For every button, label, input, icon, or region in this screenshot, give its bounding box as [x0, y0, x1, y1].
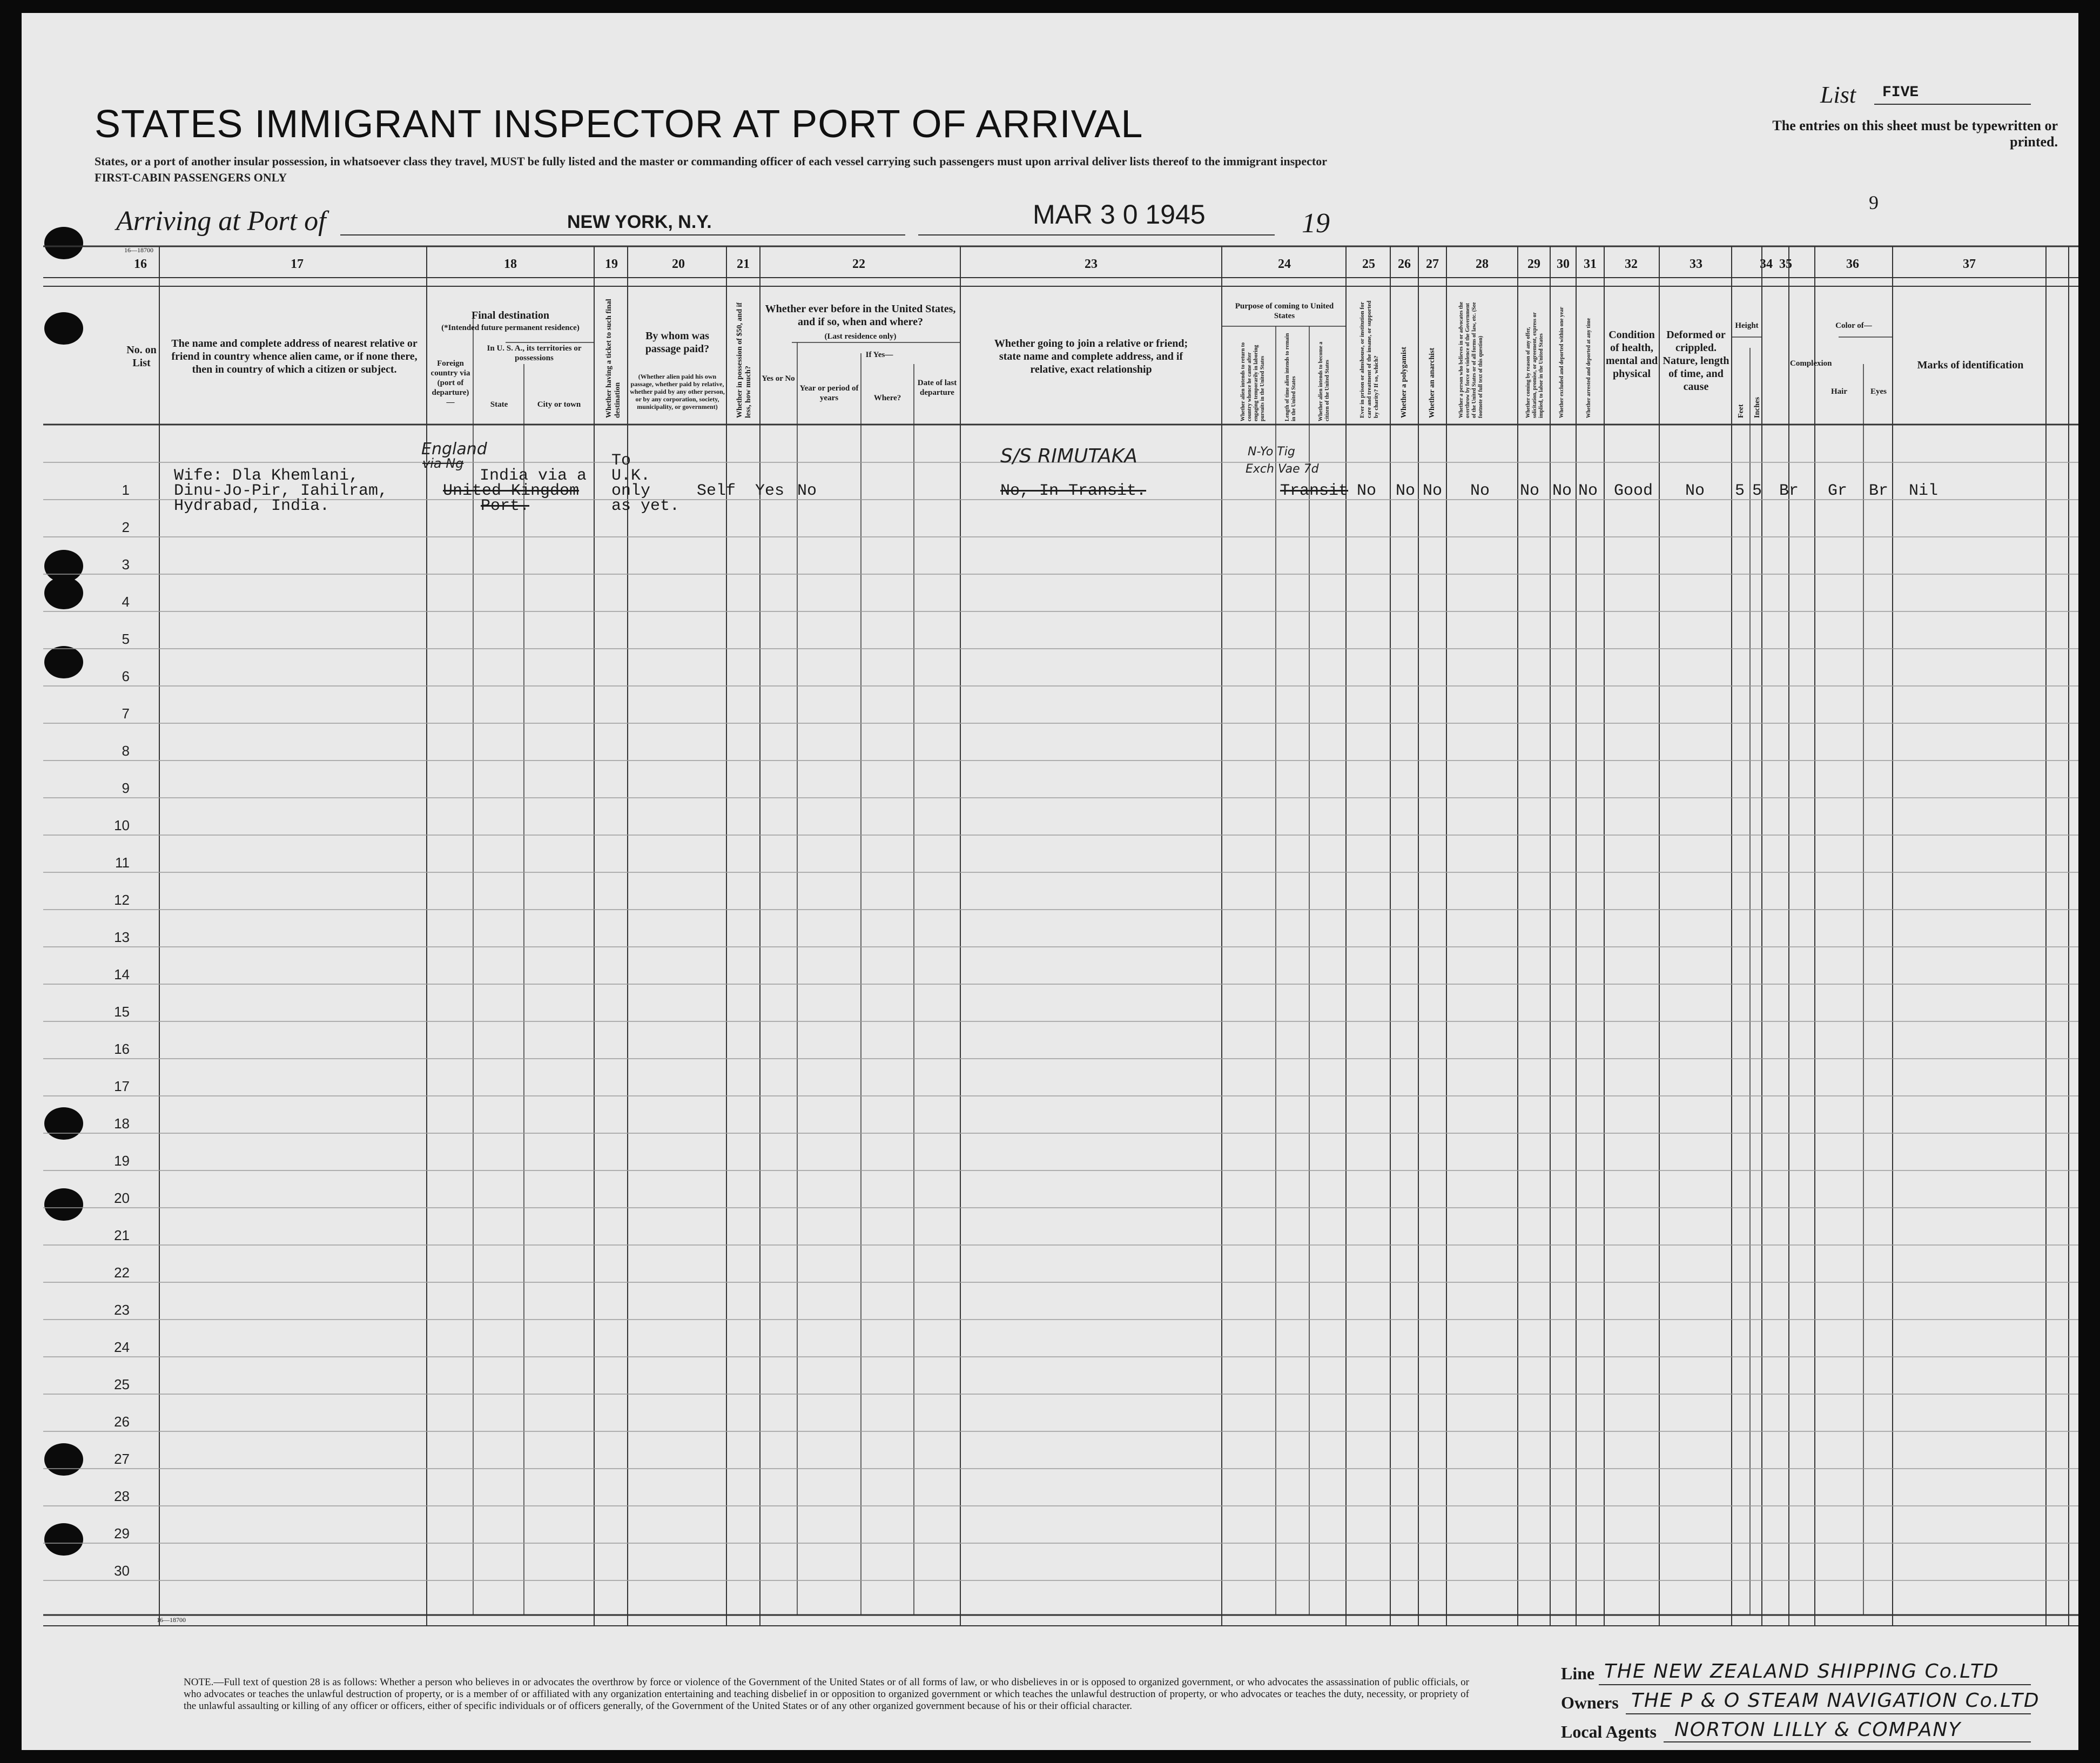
header-purpose-citizen: Whether alien intends to become a citizen of the United States: [1318, 341, 1330, 421]
form-title: STATES IMMIGRANT INSPECTOR AT PORT OF ARRIVAL: [95, 103, 1143, 146]
purpose-handwritten-1: N-Yo Tig: [1248, 445, 1295, 459]
year-prefix: 19: [1302, 208, 1330, 239]
cell-inches: 5: [1752, 482, 1762, 500]
row-number: 12: [114, 892, 130, 908]
purpose-handwritten-2: Exch Vae 7d: [1246, 462, 1319, 476]
header-foreign-country: Foreign country via (port of departure)—: [430, 359, 470, 407]
form-grid: [22, 13, 2078, 1750]
header-if-yes: If Yes—: [865, 351, 893, 359]
header-year: Year or period of years: [799, 384, 859, 402]
col-num-24: 24: [1278, 257, 1291, 271]
header-passage: By whom was passage paid?: [645, 330, 710, 355]
header-city: City or town: [537, 400, 581, 409]
header-passage-note: (Whether alien paid his own passage, whether paid by relative, whether paid by any other person, or by any corporation, society, municipality, or government): [630, 373, 725, 411]
row-number: 15: [114, 1004, 130, 1020]
owners-underline: [1626, 1713, 2031, 1714]
cell-feet: 5: [1735, 482, 1745, 500]
col-num-20: 20: [672, 257, 685, 271]
col-num-26: 26: [1398, 257, 1411, 271]
header-before-in-us: Whether ever before in the United States, and if so, when and where?: [765, 303, 956, 328]
row-number: 24: [114, 1339, 130, 1355]
row-number: 20: [114, 1190, 130, 1206]
header-deformed: Deformed or crippled. Nature, length of time, and cause: [1662, 329, 1729, 393]
agents-value: NORTON LILLY & COMPANY: [1674, 1719, 1962, 1741]
relative-line2: Dinu-Jo-Pir, Iahilram,: [174, 482, 388, 500]
row-number: 21: [114, 1227, 130, 1243]
row-number: 5: [122, 631, 130, 647]
list-value: FIVE: [1882, 84, 1919, 101]
header-yes-no: Yes or No: [762, 374, 795, 383]
row-number: 14: [114, 966, 130, 983]
row-number: 11: [115, 854, 130, 871]
header-height: Height: [1735, 321, 1759, 330]
dest-handwritten-2: via Ng: [422, 456, 464, 471]
col-num-31: 31: [1584, 257, 1597, 271]
col-num-19: 19: [605, 257, 618, 271]
header-ticket: Whether having a ticket to such final destination: [605, 299, 622, 418]
row-number: 17: [114, 1078, 130, 1094]
row-number: 30: [114, 1563, 130, 1579]
cell-25: No: [1357, 482, 1377, 500]
manifest-sheet: [22, 13, 2078, 1750]
col-num-17: 17: [291, 257, 304, 271]
arriving-label: Arriving at Port of: [116, 206, 326, 237]
cell-eyes: Br: [1869, 482, 1889, 500]
col-num-35: 35: [1779, 257, 1792, 271]
row-number: 7: [122, 705, 130, 722]
header-purpose-return: Whether alien intends to return to country whence he came after engaging temporarily in laboring pursuits in the United States: [1240, 342, 1266, 421]
col-num-33: 33: [1690, 257, 1702, 271]
header-polygamist: Whether a polygamist: [1400, 347, 1408, 418]
row-number: 19: [114, 1153, 130, 1169]
ticket-line2: U.K.: [611, 467, 651, 485]
relative-line1: Wife: Dla Khemlani,: [174, 467, 359, 485]
header-hair: Hair: [1831, 387, 1847, 396]
header-purpose-length: Length of time alien intends to remain in the United States: [1284, 333, 1297, 421]
row-number: 25: [114, 1376, 130, 1392]
header-eyes: Eyes: [1870, 387, 1887, 396]
list-label: List: [1820, 82, 1856, 108]
owners-label: Owners: [1561, 1693, 1619, 1712]
col-num-16: 16: [134, 257, 147, 271]
agents-underline: [1664, 1741, 2031, 1742]
row-number: 6: [122, 668, 130, 684]
port-value: NEW YORK, N.Y.: [567, 212, 712, 232]
join-typed: No, In Transit.: [1000, 482, 1147, 500]
purpose-typed: Transit: [1280, 482, 1349, 500]
ticket-line4: as yet.: [611, 497, 680, 515]
page-number: 9: [1869, 192, 1879, 213]
relative-line3: Hydrabad, India.: [174, 497, 330, 515]
header-inches: Inches: [1753, 397, 1761, 418]
cell-hair: Gr: [1828, 482, 1848, 500]
cell-31: No: [1578, 482, 1598, 500]
row-number: 27: [114, 1451, 130, 1467]
col-num-22: 22: [852, 257, 865, 271]
line-value: THE NEW ZEALAND SHIPPING Co.LTD: [1604, 1660, 2000, 1683]
header-overthrow: Whether a person who believes in or advocates the overthrow by force or violence of the Government of the United States or of all forms of law, etc. (See footnote of full text of this question): [1458, 301, 1484, 418]
row-number: 3: [122, 556, 130, 573]
row-number: 28: [114, 1488, 130, 1504]
row-number: 23: [114, 1302, 130, 1318]
header-relative-address: The name and complete address of nearest relative or friend in country whence alien came, or if none there, then in country of which a citizen or subject.: [171, 338, 418, 375]
cell-27: No: [1423, 482, 1443, 500]
header-money: Whether in possession of $50, and if less, how much?: [736, 302, 752, 418]
header-feet: Feet: [1737, 404, 1745, 418]
col-num-25: 25: [1362, 257, 1375, 271]
before-in-us: No: [797, 482, 817, 500]
form-class: FIRST-CABIN PASSENGERS ONLY: [95, 171, 287, 184]
ticket-line3: only: [611, 482, 651, 500]
row-number: 9: [122, 780, 130, 796]
header-prison: Ever in prison or almshouse, or institution for care and treatment of the insane, or supported by charity? If so, which?: [1359, 300, 1379, 418]
passage-paid: Self: [697, 482, 736, 500]
cell-29: No: [1520, 482, 1540, 500]
header-health: Condition of health, mental and physical: [1605, 329, 1658, 380]
col-num-29: 29: [1527, 257, 1540, 271]
header-excluded: Whether excluded and deported within one year: [1559, 307, 1565, 418]
cell-complexion: Br: [1779, 482, 1799, 500]
header-color-of: Color of—: [1835, 321, 1872, 330]
header-final-destination-sub: (*Intended future permanent residence): [441, 324, 580, 332]
cell-deformed: No: [1685, 482, 1705, 500]
col-num-21: 21: [737, 257, 750, 271]
money-50: Yes: [755, 482, 785, 500]
header-final-destination: Final destination: [472, 309, 549, 321]
row-number: 18: [114, 1115, 130, 1132]
header-arrested: Whether arrested and deported at any time: [1586, 318, 1592, 418]
col-num-36: 36: [1846, 257, 1859, 271]
header-labor-offer: Whether coming by reason of any offer, solicitation, promise, or agreement, express or implied, to labor in the United States: [1525, 312, 1544, 418]
row-number: 1: [122, 482, 130, 498]
col-num-27: 27: [1426, 257, 1439, 271]
owners-value: THE P & O STEAM NAVIGATION Co.LTD: [1631, 1690, 2040, 1712]
col-num-30: 30: [1557, 257, 1570, 271]
header-complexion: Complexion: [1790, 359, 1832, 368]
dest-line1: India via a: [480, 467, 587, 485]
line-underline: [1599, 1684, 2031, 1685]
join-handwritten: S/S RIMUTAKA: [1000, 445, 1138, 467]
form-code-bottom: 16—18700: [157, 1616, 186, 1624]
agents-label: Local Agents: [1561, 1722, 1657, 1741]
header-marks: Marks of identification: [1917, 359, 2024, 371]
date-stamp: MAR 3 0 1945: [1033, 199, 1206, 230]
header-purpose: Purpose of coming to United States: [1235, 302, 1334, 320]
col-num-28: 28: [1476, 257, 1489, 271]
header-join-relative: Whether going to join a relative or friend; state name and complete address, and if relative, exact relationship: [994, 338, 1188, 375]
header-where: Where?: [873, 394, 901, 402]
col-num-37: 37: [1963, 257, 1976, 271]
row-number: 29: [114, 1525, 130, 1542]
ticket-line1: To: [611, 452, 631, 470]
cell-30: No: [1552, 482, 1572, 500]
cell-26: No: [1396, 482, 1416, 500]
col-num-32: 32: [1625, 257, 1638, 271]
row-number: 2: [122, 519, 130, 535]
form-code: 16—18700: [124, 246, 153, 254]
row-number: 13: [114, 929, 130, 945]
question-28-note: NOTE.—Full text of question 28 is as follows: Whether a person who believes in or advocates the overthrow by force or violence of the Government of the United States or of all forms of law, or who disbelieves in or is opposed to organized government, or who advocates the assassination of public officials, or who advocates or teaches the unlawful destruction of property, or is a member of or affiliated with any organization entertaining and teaching disbelief in or opposition to organized government or which teaches the unlawful destruction of property, or who advocates or teaches the duty, necessity, or propriety of the unlawful assaulting or killing of any officer or officers, either of specific individuals or of officers generally, of the Government of the United States or of any other organized government because of his or their official character.: [184, 1677, 1469, 1712]
row-number: 16: [114, 1041, 130, 1057]
dest-line2: United Kingdom: [443, 482, 580, 500]
row-number: 8: [122, 743, 130, 759]
col-num-18: 18: [504, 257, 517, 271]
row-number: 22: [114, 1264, 130, 1281]
row-number: 4: [122, 594, 130, 610]
dest-line3: Port.: [481, 497, 530, 515]
header-in-usa: In U. S. A., its territories or possessions: [487, 344, 582, 362]
cell-marks: Nil: [1909, 482, 1939, 500]
col-num-34: 34: [1760, 257, 1773, 271]
cell-health: Good: [1614, 482, 1653, 500]
col-num-23: 23: [1085, 257, 1098, 271]
row-number: 10: [114, 817, 130, 833]
cell-28: No: [1470, 482, 1490, 500]
header-anarchist: Whether an anarchist: [1428, 347, 1436, 418]
header-last-residence: (Last residence only): [824, 332, 897, 341]
entries-note: The entries on this sheet must be typewritten or printed.: [1772, 118, 2058, 150]
header-no-on-list: No. on List: [126, 344, 157, 369]
line-label: Line: [1561, 1664, 1595, 1683]
dest-handwritten-1: England: [421, 440, 487, 459]
form-instruction: States, or a port of another insular possession, in whatsoever class they travel, MUST be fully listed and the master or commanding officer of each vessel carrying such passengers must upon arrival deliver lists thereof to the immigrant inspector: [95, 154, 1327, 168]
header-last-departure: Date of last departure: [917, 379, 957, 397]
header-state: State: [490, 400, 508, 409]
row-number: 26: [114, 1414, 130, 1430]
